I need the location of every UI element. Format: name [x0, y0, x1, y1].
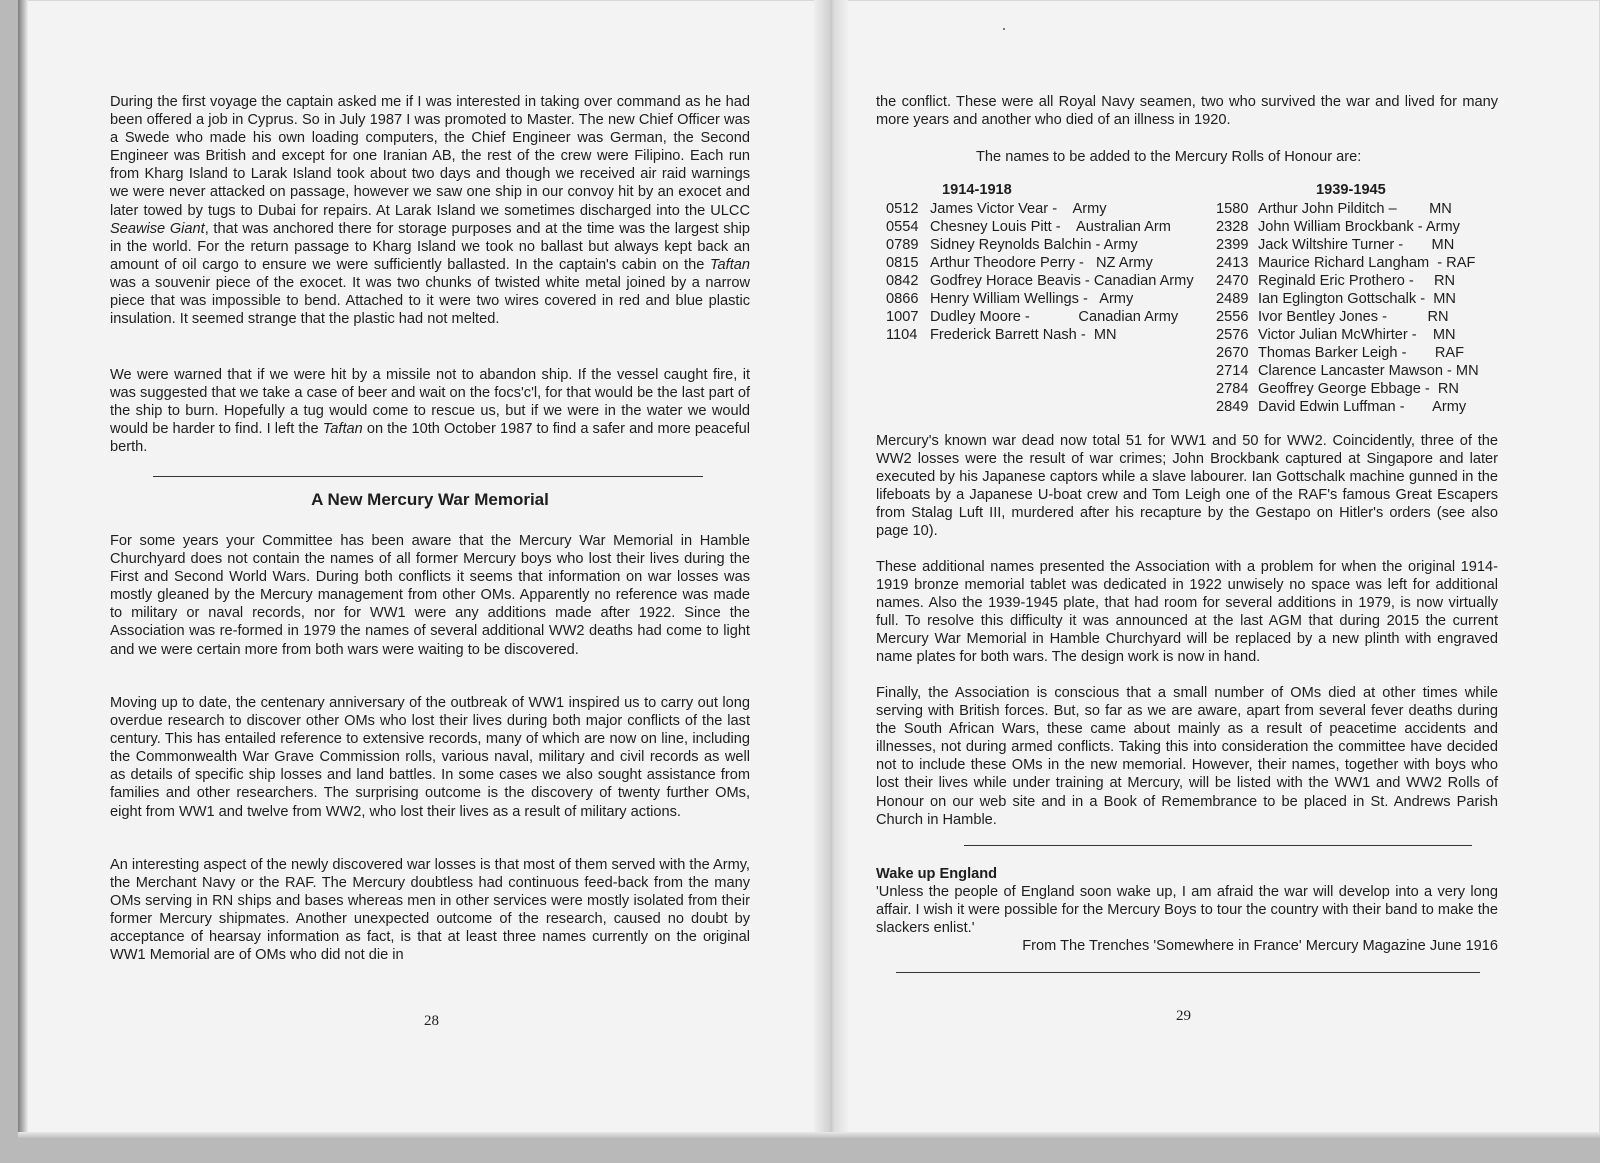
roll-entry	[886, 290, 1231, 308]
roll-name: James Victor Vear - Army	[930, 201, 1107, 217]
finally-paragraph: Finally, the Association is conscious that a small number of OMs died at other times while serving with British forces. But, so far as we are aware, apart from several fever deaths during the South African Wars, these came about mainly as a result of peacetime accidents and illnesses, not during armed conflicts. Taking this into consideration the committee have decided not to include these OMs in the new memorial. However, their names, together with boys who lost their lives while under training at Mercury, will be listed with the WW1 and WW2 Rolls of Honour on our web site and in a Book of Remembrance to be placed in St. Andrews Parish Church in Hamble.	[876, 685, 1498, 828]
rolls-1914-list	[886, 200, 1231, 344]
roll-entry	[1216, 236, 1498, 254]
roll-number: 2413	[1216, 255, 1249, 271]
roll-number: 0842	[886, 273, 919, 289]
roll-number: 2670	[1216, 345, 1249, 361]
roll-number: 0866	[886, 291, 919, 307]
roll-number: 2849	[1216, 399, 1249, 415]
roll-entry	[1216, 308, 1498, 326]
section-heading: A New Mercury War Memorial	[311, 490, 549, 509]
roll-number: 1580	[1216, 201, 1249, 217]
wake-up-quote: 'Unless the people of England soon wake up, I am afraid the war will develop into a very long affair. I wish it were possible for the Mercury Boys to tour the country with their band to make the slackers enlist.'	[876, 884, 1498, 937]
rolls-intro: The names to be added to the Mercury Rolls of Honour are:	[976, 149, 1362, 165]
roll-name: Clarence Lancaster Mawson - MN	[1258, 363, 1479, 379]
research-paragraph: Moving up to date, the centenary anniversary of the outbreak of WW1 inspired us to carry out long overdue research to discover other OMs who lost their lives during both major conflicts of the last century. This has entailed reference to extensive records, many of which are now on line, including the Commonwealth War Grave Commission rolls, various naval, military and civil records as well as details of specific ship losses and land battles. In some cases we also sought assistance from families and other researchers. The surprising outcome is the discovery of twenty further OMs, eight from WW1 and twelve from WW2, who lost their lives as a result of military actions.	[110, 695, 750, 820]
page-number: 29	[1176, 1008, 1191, 1024]
roll-number: 2328	[1216, 219, 1249, 235]
committee-paragraph: For some years your Committee has been aware that the Mercury War Memorial in Hamble Churchyard does not contain the names of all former Mercury boys who lost their lives during the First and Second World Wars. During both conflicts it seems that information on war losses was mostly gleaned by the Mercury management from other OMs. Apparently no reference was made to military or naval records, nor for WW1 were any additions made after 1922. Since the Association was re-formed in 1979 the names of several additional WW2 deaths had come to light and we were certain more from both wars were waiting to be discovered.	[110, 533, 750, 658]
roll-name: Frederick Barrett Nash - MN	[930, 327, 1117, 343]
roll-number: 2489	[1216, 291, 1249, 307]
roll-entry	[1216, 380, 1498, 398]
roll-number: 2784	[1216, 381, 1249, 397]
roll-name: Geoffrey George Ebbage - RN	[1258, 381, 1459, 397]
conflict-paragraph: the conflict. These were all Royal Navy seamen, two who survived the war and lived for many more years and another who died of an illness in 1920.	[876, 94, 1498, 129]
roll-number: 2470	[1216, 273, 1249, 289]
roll-name: Arthur John Pilditch – MN	[1258, 201, 1452, 217]
roll-entry	[1216, 344, 1498, 362]
roll-name: Chesney Louis Pitt - Australian Arm	[930, 219, 1171, 235]
speck	[1003, 28, 1005, 30]
roll-entry	[1216, 218, 1498, 236]
roll-entry	[1216, 398, 1498, 416]
roll-name: Henry William Wellings - Army	[930, 291, 1134, 307]
roll-number: 2556	[1216, 309, 1249, 325]
roll-number: 0554	[886, 219, 919, 235]
roll-name: Arthur Theodore Perry - NZ Army	[930, 255, 1153, 271]
roll-name: Dudley Moore - Canadian Army	[930, 309, 1179, 325]
roll-number: 2714	[1216, 363, 1249, 379]
roll-entry	[1216, 326, 1498, 344]
rolls-1939-list	[1216, 200, 1498, 416]
roll-entry	[886, 308, 1231, 326]
roll-name: Victor Julian McWhirter - MN	[1258, 327, 1456, 343]
roll-number: 1007	[886, 309, 919, 325]
roll-entry	[886, 272, 1231, 290]
roll-number: 0512	[886, 201, 919, 217]
roll-entry	[1216, 272, 1498, 290]
roll-entry	[1216, 254, 1498, 272]
roll-name: David Edwin Luffman - Army	[1258, 399, 1467, 415]
roll-name: Thomas Barker Leigh - RAF	[1258, 345, 1465, 361]
rolls-1914-heading: 1914-1918	[942, 182, 1012, 198]
section-divider	[964, 845, 1472, 846]
roll-name: Reginald Eric Prothero - RN	[1258, 273, 1456, 289]
section-divider	[896, 972, 1480, 973]
roll-number: 2399	[1216, 237, 1249, 253]
missile-paragraph: We were warned that if we were hit by a missile not to abandon ship. If the vessel caught fire, it was suggested that we take a case of beer and wait on the focs'c'l, for that would be the last part of the ship to burn. Hopefully a tug would come to rescue us, but if we were in the water we would would be harder to find. I left the Taftan on the 10th October 1987 to find a safer and more peaceful berth.	[110, 367, 750, 456]
roll-entry	[886, 254, 1231, 272]
page-edge-shadow	[18, 0, 28, 1138]
page-number: 28	[424, 1013, 439, 1029]
wake-up-heading: Wake up England	[876, 866, 998, 882]
roll-name: Jack Wiltshire Turner - MN	[1258, 237, 1455, 253]
war-dead-paragraph: Mercury's known war dead now total 51 for WW1 and 50 for WW2. Coincidently, three of the WW2 losses were the result of war crimes; John Brockbank captured at Singapore and later executed by his Japanese captors while a slave labourer. Ian Gottschalk machine gunned in the lifeboats by a Japanese U-boat crew and Tom Leigh one of the RAF's famous Great Escapers from Stalag Luft III, murdered after his recapture by the Gestapo on Hitler's orders (see also page 10).	[876, 433, 1498, 540]
voyage-paragraph: During the first voyage the captain asked me if I was interested in taking over command as he had been offered a job in Cyprus. So in July 1987 I was promoted to Master. The new Chief Officer was a Swede who made his own loading computers, the Chief Engineer was German, the Second Engineer was British and except for one Iranian AB, the rest of the crew were Filipino. Each run from Kharg Island to Larak Island took about two days and though we received air raid warnings we were never attacked on passage, however we saw one ship in our convoy hit by an exocet and later towed by tugs to Dubai for repairs. At Larak Island we sometimes discharged into the ULCC Seawise Giant, that was anchored there for storage purposes and at the time was the largest ship in the world. For the return passage to Kharg Island we took no ballast but always kept back an amount of oil cargo to ensure we were sufficiently ballasted. In the captain's cabin on the Taftan was a souvenir piece of the exocet. It was two chunks of twisted white metal joined by a narrow piece that was impossible to bend. Attached to it were two wires covered in red and blue plastic insulation. It seemed strange that the plastic had not melted.	[110, 94, 750, 328]
rolls-1939-heading: 1939-1945	[1316, 182, 1386, 198]
roll-entry	[886, 218, 1231, 236]
bottom-page-edge	[18, 1132, 1600, 1138]
additional-names-paragraph: These additional names presented the Association with a problem for when the original 1914-1919 bronze memorial tablet was dedicated in 1922 unwisely no space was left for additional names. Also the 1939-1945 plate, that had room for several additions in 1979, is now virtually full. To resolve this difficulty it was announced at the last AGM that during 2015 the current Mercury War Memorial in Hamble Churchyard will be replaced by a new plinth with engraved name plates for both wars. The design work is now in hand.	[876, 559, 1498, 666]
roll-entry	[886, 200, 1231, 218]
roll-name: Ivor Bentley Jones - RN	[1258, 309, 1449, 325]
quote-credit: From The Trenches 'Somewhere in France' Mercury Magazine June 1916	[1022, 938, 1498, 954]
roll-number: 0815	[886, 255, 919, 271]
roll-number: 0789	[886, 237, 919, 253]
roll-entry	[886, 326, 1231, 344]
section-divider	[153, 476, 703, 477]
roll-name: Maurice Richard Langham - RAF	[1258, 255, 1476, 271]
roll-entry	[886, 236, 1231, 254]
roll-name: Godfrey Horace Beavis - Canadian Army	[930, 273, 1194, 289]
roll-number: 1104	[886, 327, 918, 343]
roll-number: 2576	[1216, 327, 1249, 343]
binding-gutter	[814, 0, 848, 1138]
roll-entry	[1216, 200, 1498, 218]
roll-entry	[1216, 362, 1498, 380]
roll-name: Sidney Reynolds Balchin - Army	[930, 237, 1138, 253]
roll-name: Ian Eglington Gottschalk - MN	[1258, 291, 1456, 307]
roll-name: John William Brockbank - Army	[1258, 219, 1460, 235]
war-losses-paragraph: An interesting aspect of the newly discovered war losses is that most of them served with the Army, the Merchant Navy or the RAF. The Mercury doubtless had continuous feed-back from the many OMs serving in RN ships and bases whereas men in other services were mostly isolated from their former Mercury shipmates. Another unexpected outcome of the research, caused no doubt by acceptance of hearsay information as fact, is that at least three names currently on the original WW1 Memorial are of OMs who did not die in	[110, 857, 750, 964]
roll-entry	[1216, 290, 1498, 308]
